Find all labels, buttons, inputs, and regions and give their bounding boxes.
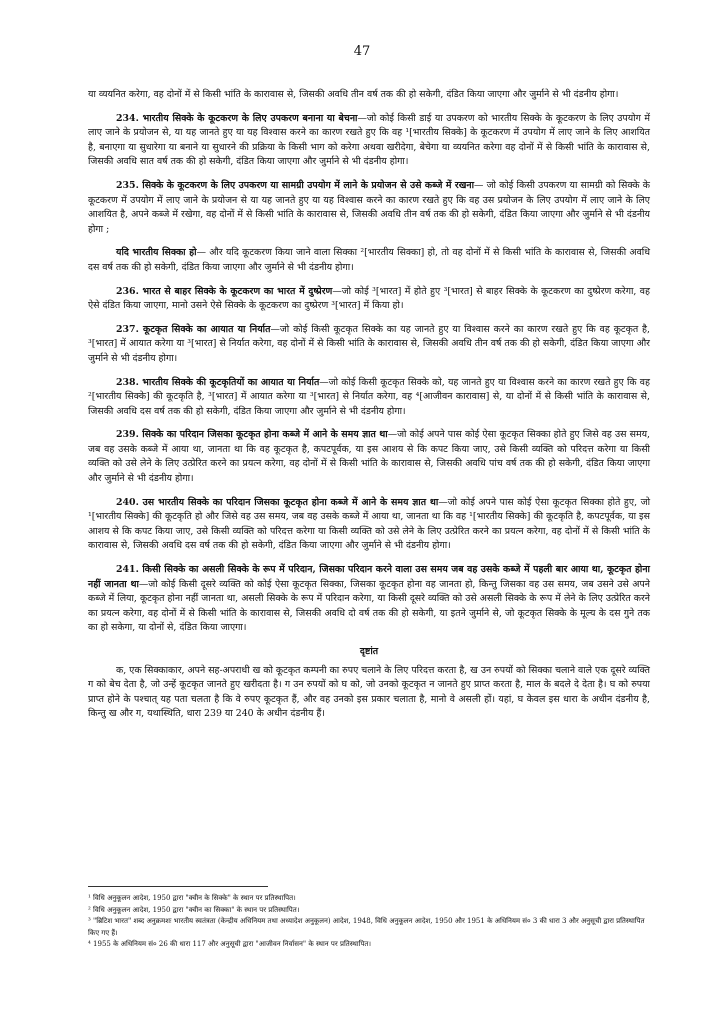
section-235-proviso-heading: यदि भारतीय सिक्का हो [116,247,197,259]
section-240-text: —जो कोई अपने पास कोई ऐसा कूटकृत सिक्का होते हुए, जो ¹[भारतीय सिक्के] की कूटकृति हो और जिसे वह उस समय, जब वह उसके कब्जे में आया था, जानता था कि वह ¹[भारतीय सिक्के] की कूटकृति है, कपटपूर्वक, या इस आशय से कि कपट किया जाए, उसे किसी व्यक्ति को परिदत्त करेगा या किसी व्यक्ति को उसे लेने के लिए उत्प्रेरित करने का प्रयत्न करेगा, वह दोनों में से किसी भांति के कारावास से, जिसकी अवधि दस वर्ष तक की हो सकेगी, दंडित किया जाएगा और जुर्माने से भी दंडनीय होगा। [88,496,650,552]
section-241-text: —जो कोई किसी दूसरे व्यक्ति को कोई ऐसा कूटकृत सिक्का, जिसका कूटकृत होना वह जानता हो, किन्तु जिसका वह उस समय, जब उसने उसे अपने कब्जे में लिया, कूटकृत होना नहीं जानता था, असली सिक्के के रूप में परिदान करेगा, या किसी दूसरे व्यक्ति को उसे असली सिक्के के रूप में लेने के लिए उत्प्रेरित करने का प्रयत्न करेगा, वह दोनों में से किसी भांति के कारावास से, जिसकी अवधि दो वर्ष तक की हो सकेगी, या इतने जुर्माने से, जो कूटकृत सिक्के के मूल्य के दस गुने तक का हो सकेगा, या दोनों से, दंडित किया जाएगा। [88,578,650,634]
section-234-heading: 234. भारतीय सिक्के के कूटकरण के लिए उपकरण बनाना या बेचना [116,112,358,124]
section-234 [88,112,650,170]
footnote-4: ⁴ 1955 के अधिनियम सं० 26 की धारा 117 और अनुसूची द्वारा "आजीवन निर्वासन" के स्थान पर प्रतिस्थापित। [88,940,372,949]
section-238-heading: 238. भारतीय सिक्के की कूटकृतियों का आयात या निर्यात [116,376,320,388]
section-236-heading: 236. भारत से बाहर सिक्के के कूटकरण का भारत में दुष्प्रेरण [116,285,333,297]
section-238 [88,376,650,420]
section-236-text: —जो कोई ³[भारत] में होते हुए ³[भारत] से बाहर सिक्के के कूटकरण का दुष्प्रेरण करेगा, वह ऐसे दंडित किया जाएगा, मानो उसने ऐसे सिक्के के कूटकरण का दुष्प्रेरण ³[भारत] में किया हो। [88,285,650,312]
section-238-text: —जो कोई किसी कूटकृत सिक्के को, यह जानते हुए या विश्वास करने का कारण रखते हुए कि वह ²[भारतीय सिक्के] की कूटकृति है, ³[भारत] में आयात करेगा या ³[भारत] से निर्यात करेगा, वह ⁴[आजीवन कारावास] से, या दोनों में से किसी भांति के कारावास से, जिसकी अवधि दस वर्ष तक की हो सकेगी, दंडित किया जाएगा और जुर्माने से भी दंडनीय होगा। [88,376,650,417]
section-235-text: — जो कोई किसी उपकरण या सामग्री को सिक्के के कूटकरण में उपयोग में लाए जाने के प्रयोजन से या यह जानते हुए या यह विश्वास करने का कारण रखते हुए कि वह उस प्रयोजन के लिए उपयोग में लाए जाने के लिए आशयित है, अपने कब्जे में रखेगा, वह दोनों में से किसी भांति के कारावास से, जिसकी अवधि तीन वर्ष तक की हो सकेगी, दंडित किया जाएगा और जुर्माने से भी दंडनीय होगा ; [88,179,650,235]
section-235-proviso-text: — और यदि कूटकरण किया जाने वाला सिक्का ²[भारतीय सिक्का] हो, तो वह दोनों में से किसी भांति के कारावास से, जिसकी अवधि दस वर्ष तक की हो सकेगी, दंडित किया जाएगा और जुर्माने से भी दंडनीय होगा। [88,247,651,273]
footnote-2: ² विधि अनुकूलन आदेश, 1950 द्वारा "क्वीन का सिक्का" के स्थान पर प्रतिस्थापित। [88,905,300,914]
section-235-heading: 235. सिक्के के कूटकरण के लिए उपकरण या सामग्री उपयोग में लाने के प्रयोजन से उसे कब्जे में रखना [116,179,475,191]
section-240-heading: 240. उस भारतीय सिक्के का परिदान जिसका कूटकृत होना कब्जे में आने के समय ज्ञात था [116,496,439,508]
section-240 [88,496,650,554]
section-235-proviso [88,246,650,275]
illustration-text: क, एक सिक्काकार, अपने सह-अपराधी ख को कूटकृत कम्पनी का रुपए चलाने के लिए परिदत्त करता है, ख उन रुपयों को सिक्का चलाने वाले एक दूसरे व्यक्ति ग को बेच देता है, जो उन्हें कूटकृत जानते हुए खरीदता है। ग उन रुपयों को घ को, जो उनको कूटकृत न जानते हुए प्राप्त करता है, माल के बदले दे देता है। घ को रुपया प्राप्त होने के पश्चात् यह पता चलता है कि वे रुपए कूटकृत हैं, और वह उनको इस प्रकार चलाता है, मानो वे असली हों। यहां, घ केवल इस धारा के अधीन दंडनीय है, किन्तु ख और ग, यथास्थिति, धारा 239 या 240 के अधीन दंडनीय हैं। [88,664,650,720]
page-number: 47 [353,44,371,59]
section-237-text: —जो कोई किसी कूटकृत सिक्के का यह जानते हुए या विश्वास करने का कारण रखते हुए कि वह कूटकृत है, ³[भारत] में आयात करेगा या ³[भारत] से निर्यात करेगा, वह दोनों में से किसी भांति के कारावास से, जिसकी अवधि तीन वर्ष तक की हो सकेगी, दंडित किया जाएगा और जुर्माने से भी दंडनीय होगा। [88,323,650,364]
section-234-text: —जो कोई किसी डाई या उपकरण को भारतीय सिक्के के कूटकरण के लिए उपयोग में लाए जाने के प्रयोजन से, या यह जानते हुए या यह विश्वास करने का कारण रखते हुए कि वह ¹[भारतीय सिक्के] के कूटकरण में उपयोग में लाए जाने के लिए आशयित है, बनाएगा या सुधारेगा या बनाने या सुधारने की प्रक्रिया के किसी भाग को करेगा अथवा खरीदेगा, बेचेगा या व्ययनित करेगा वह दोनों में से किसी भांति के कारावास से, जिसकी अवधि सात वर्ष तक की हो सकेगी, दंडित किया जाएगा और जुर्माने से भी दंडनीय होगा। [88,112,650,168]
footnote-divider [88,886,268,887]
footnote-3: ³ "ब्रिटिश भारत" शब्द अनुक्रमशः भारतीय स्वतंत्रता (केन्द्रीय अधिनियम तथा अध्यादेश अनुकूलन) आदेश, 1948, विधि अनुकूलन आदेश, 1950 और 1951 के अधिनियम सं० 3 की धारा 3 और अनुसूची द्वारा प्रतिस्थापित किए गए हैं। [88,917,645,937]
section-241 [88,563,650,636]
section-239-heading: 239. सिक्के का परिदान जिसका कूटकृत होना कब्जे में आने के समय ज्ञात था [116,429,388,441]
section-239-text: —जो कोई अपने पास कोई ऐसा कूटकृत सिक्का होते हुए जिसे वह उस समय, जब वह उसके कब्जे में आया था, जानता था कि वह कूटकृत है, कपटपूर्वक, या इस आशय से कि कपट किया जाए, उसे किसी व्यक्ति को परिदत्त करेगा या किसी व्यक्ति को उसे लेने के लिए उत्प्रेरित करने का प्रयत्न करेगा, वह दोनों में से किसी भांति के कारावास से, जिसकी अवधि पांच वर्ष तक की हो सकेगी, दंडित किया जाएगा और जुर्माने से भी दंडनीय होगा। [88,429,651,485]
section-239 [88,428,650,486]
section-237 [88,323,650,367]
footnotes [88,893,650,951]
footnote-1: ¹ विधि अनुकूलन आदेश, 1950 द्वारा "क्वीन के सिक्के" के स्थान पर प्रतिस्थापित। [88,894,296,902]
document-body [88,88,650,731]
section-241-heading: 241. किसी सिक्के का असली सिक्के के रूप में परिदान, जिसका परिदान करने वाला उस समय जब वह उसके कब्जे में पहली बार आया था, कूटकृत होना नहीं जानता था [88,564,650,590]
intro-paragraph: या व्ययनित करेगा, वह दोनों में से किसी भांति के कारावास से, जिसकी अवधि तीन वर्ष तक की हो सकेगी, दंडित किया जाएगा और जुर्माने से भी दंडनीय होगा। [88,89,619,100]
section-237-heading: 237. कूटकृत सिक्के का आयात या निर्यात [116,323,271,335]
illustration-heading: दृष्टांत [359,646,379,657]
section-235 [88,179,650,237]
section-236 [88,285,650,314]
